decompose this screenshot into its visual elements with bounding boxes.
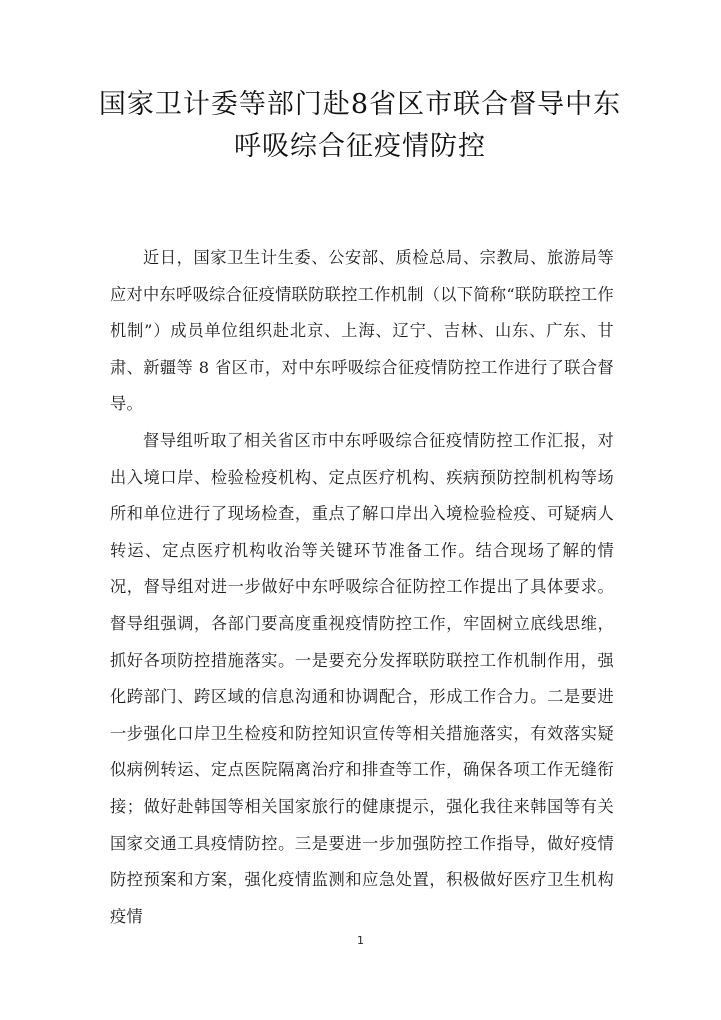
- document-title: 国家卫计委等部门赴8省区市联合督导中东呼吸综合征疫情防控: [98, 89, 622, 162]
- paragraph-2: 督导组听取了相关省区市中东呼吸综合征疫情防控工作汇报，对出入境口岸、检验检疫机构、定点医疗机构、疾病预防控制机构等场所和单位进行了现场检查，重点了解口岸出入境检验检疫、可疑病人转运、定点医疗机构收治等关键环节准备工作。结合现场了解的情况，督导组对进一步做好中东呼吸综合征防控工作提出了具体要求。督导组强调，各部门要高度重视疫情防控工作，牢固树立底线思维，抓好各项防控措施落实。一是要充分发挥联防联控工作机制作用，强化跨部门、跨区域的信息沟通和协调配合，形成工作合力。二是要进一步强化口岸卫生检疫和防控知识宣传等相关措施落实，有效落实疑似病例转运、定点医院隔离治疗和排查等工作，确保各项工作无缝衔接；做好赴韩国等相关国家旅行的健康提示，强化我往来韩国等有关国家交通工具疫情防控。三是要进一步加强防控工作指导，做好疫情防控预案和方案，强化疫情监测和应急处置，积极做好医疗卫生机构疫情: [110, 430, 614, 926]
- paragraph-1: 近日，国家卫生计生委、公安部、质检总局、宗教局、旅游局等应对中东呼吸综合征疫情联防联控工作机制（以下简称“联防联控工作机制”）成员单位组织赴北京、上海、辽宁、吉林、山东、广东、甘肃、新疆等 8 省区市，对中东呼吸综合征疫情防控工作进行了联合督导。: [110, 248, 614, 414]
- document-body: [110, 240, 614, 935]
- page-number: 1: [357, 934, 364, 947]
